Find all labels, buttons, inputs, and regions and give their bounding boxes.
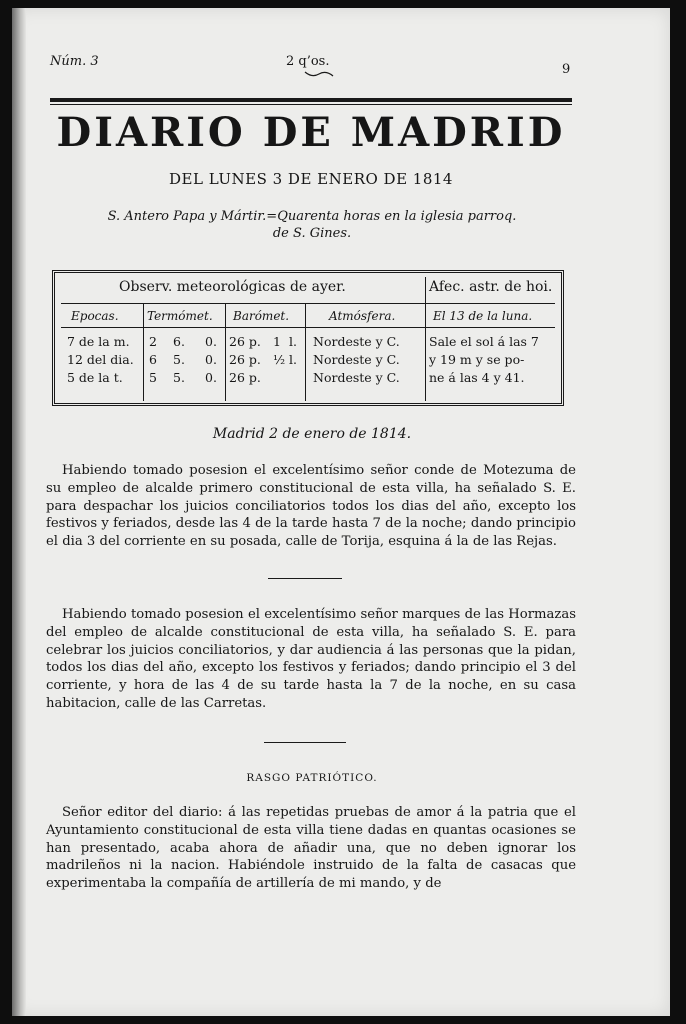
paragraph-1 xyxy=(46,462,576,551)
masthead-title: DIARIO DE MADRID xyxy=(56,109,566,156)
row2-epoca: 12 del dia. xyxy=(67,352,134,367)
row3-t1: 5 xyxy=(149,370,157,385)
col-termometro: Termómet. xyxy=(147,309,213,323)
issue-number: Núm. 3 xyxy=(50,54,99,69)
row1-b3: l. xyxy=(289,334,297,349)
row3-t3: 0. xyxy=(205,370,217,385)
astro-line-1: Sale el sol á las 7 xyxy=(429,334,539,349)
issue-price: 2 q’os. xyxy=(286,54,330,69)
row2-b2: ½ xyxy=(273,352,286,367)
astro-line-3: ne á las 4 y 41. xyxy=(429,370,525,385)
col-luna: El 13 de la luna. xyxy=(433,309,533,323)
saint-line-2: de S. Gines. xyxy=(272,226,352,241)
row1-t3: 0. xyxy=(205,334,217,349)
masthead-rule-thick xyxy=(50,98,572,102)
paragraph-1-text: Habiendo tomado posesion el excelentísimo señor conde de Motezuma de su empleo de alcalde primero constitucional de esta villa, ha señalado S. E. para despachar los juicios conciliatorios todos los dias del año, excepto los festivos y feriados, desde las 4 de la tarde hasta 7 de la noche; dando principio el dia 3 del corriente en su posada, calle de Torija, esquina á la de las Rejas. xyxy=(46,463,576,550)
row3-epoca: 5 de la t. xyxy=(67,370,123,385)
row2-atm: Nordeste y C. xyxy=(313,352,400,367)
madrid-date: Madrid 2 de enero de 1814. xyxy=(212,426,412,442)
table-divider-v1 xyxy=(143,303,144,401)
row1-atm: Nordeste y C. xyxy=(313,334,400,349)
table-divider-v3 xyxy=(305,303,306,401)
row2-t3: 0. xyxy=(205,352,217,367)
page-number: 9 xyxy=(562,62,571,77)
row1-t2: 6. xyxy=(173,334,185,349)
astro-title: Afec. astr. de hoi. xyxy=(429,279,553,295)
table-divider-v4 xyxy=(425,277,426,401)
section-separator xyxy=(268,578,342,579)
table-divider-v2 xyxy=(225,303,226,401)
newspaper-page xyxy=(12,8,670,1016)
paragraph-2-text: Habiendo tomado posesion el excelentísimo señor marques de las Hormazas del empleo de alcalde constitucional de esta villa, ha señalado S. E. para celebrar los juicios conciliatorios, y dar audiencia á las personas que la pidan, todos los dias del año, excepto los festivos y feriados; dando principio el 3 del corriente, y hora de las 4 de su tarde hasta la 7 de la noche, en su casa habitacion, calle de las Carretas. xyxy=(46,607,576,711)
section-separator xyxy=(264,742,346,743)
row1-b2: 1 xyxy=(273,334,281,349)
dateline: DEL LUNES 3 DE ENERO DE 1814 xyxy=(169,170,453,188)
row2-t2: 5. xyxy=(173,352,185,367)
astro-line-2: y 19 m y se po- xyxy=(429,352,525,367)
row3-t2: 5. xyxy=(173,370,185,385)
table-divider-h1 xyxy=(61,303,555,304)
saint-line-1: S. Antero Papa y Mártir.=Quarenta horas en la iglesia parroq. xyxy=(107,209,517,224)
paragraph-3-text: Señor editor del diario: á las repetidas pruebas de amor á la patria que el Ayuntamiento constitucional de esta villa tiene dadas en quantas ocasiones se han presentado, acaba ahora de añadir una, que no deben ignorar los madrileños ni la nacion. Habiéndole instruido de la falta de casacas que experimentaba la compañía de artillería de mi mando, y de xyxy=(46,805,576,892)
row2-b1: 26 p. xyxy=(229,352,261,367)
saint-of-day xyxy=(62,208,562,242)
row3-atm: Nordeste y C. xyxy=(313,370,400,385)
rasgo-heading: RASGO PATRIÓTICO. xyxy=(246,772,378,784)
weather-obs-title: Observ. meteorológicas de ayer. xyxy=(119,279,346,295)
row2-b3: l. xyxy=(289,352,297,367)
col-epocas: Epocas. xyxy=(71,309,119,323)
col-barometro: Barómet. xyxy=(233,309,290,323)
table-divider-h2 xyxy=(61,327,555,328)
row1-t1: 2 xyxy=(149,334,157,349)
row2-t1: 6 xyxy=(149,352,157,367)
row1-epoca: 7 de la m. xyxy=(67,334,130,349)
masthead-rule-thin xyxy=(50,104,572,105)
paragraph-3 xyxy=(46,804,576,893)
page-spine-shadow xyxy=(12,8,26,1016)
weather-table xyxy=(52,270,564,406)
col-atmosfera: Atmósfera. xyxy=(329,309,396,323)
row3-b1: 26 p. xyxy=(229,370,261,385)
price-flourish-icon xyxy=(304,70,334,78)
paragraph-2 xyxy=(46,606,576,713)
row1-b1: 26 p. xyxy=(229,334,261,349)
